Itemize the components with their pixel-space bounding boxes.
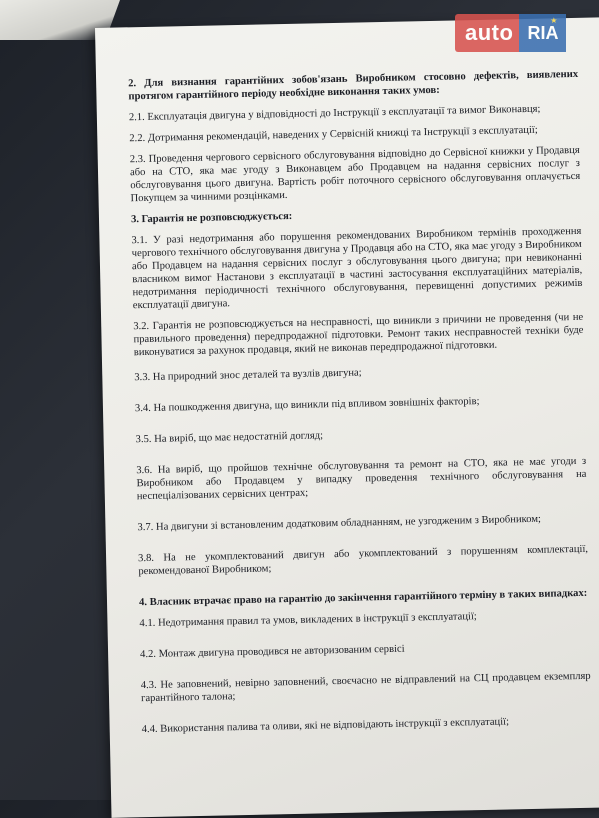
section-2-heading: 2. Для визнання гарантійних зобов'язань Виробником стосовно дефектів, виявлених протягом гарантійного періоду необхідне виконання таких умов: [128, 68, 579, 103]
clause-3-8: 3.8. На не укомплектований двигун або укомплектований з порушенням комплектації, рекомендованої Виробником; [138, 543, 589, 578]
clause-2-1: 2.1. Експлуатація двигуна у відповідності до Інструкції з експлуатації та вимог Виконавця; [128, 103, 541, 124]
clause-4-2: 4.2. Монтаж двигуна проводився не авторизованим сервісі [140, 643, 405, 661]
clause-3-7: 3.7. На двигуни зі встановленим додатковим обладнанням, не узгодженим з Виробником; [137, 513, 542, 534]
clause-3-1: 3.1. У разі недотримання або порушення рекомендованих Виробником термінів проходження чергового технічного обслуговування двигуна у Продавця або на СТО, яка має угоду з Виробником або Продавцем на надання сервісних послуг з обслуговування цього двигуна; при невиконанні власником вимог Настанови з експлуатації в частині застосування експлуатаційних матеріалів, недотримання періодичності технічного обслуговування, перевищенні допустимих режимів експлуатації двигуна. [131, 225, 583, 312]
clause-2-3: 2.3. Проведення чергового сервісного обслуговування відповідно до Сервісної книжки у Продавця або на СТО, яка має угоду з Виконавцем або Продавцем на надання сервісних послуг з обслуговування цього двигуна. Вартість робіт поточного сервісного обслуговування оплачується Покупцем за чинними розцінками. [129, 144, 581, 205]
clause-4-3: 4.3. Не заповнений, невірно заповнений, своєчасно не відправлений на СЦ продавцем екземпляр гарантійного талона; [140, 670, 591, 705]
watermark-ria-label: RIA [527, 23, 559, 43]
clause-4-4: 4.4. Використання палива та оливи, які не відповідають інструкції з експлуатації; [141, 716, 510, 736]
document-sheet [95, 17, 599, 817]
clause-2-2: 2.2. Дотримання рекомендацій, наведених у Сервісній книжці та Інструкції з експлуатації; [129, 124, 538, 145]
clause-4-1: 4.1. Недотримання правил та умов, викладених в інструкції з експлуатації; [139, 611, 477, 630]
clause-3-4: 3.4. На пошкодження двигуна, що виникли під впливом зовнішніх факторів; [134, 396, 480, 415]
clause-3-6: 3.6. На виріб, що пройшов технічне обслуговування та ремонт на СТО, яка не має угоди з Виробником або Продавцем у випадку проведення технічного обслуговування на неспеціалізованих сервісних центрах; [136, 455, 587, 503]
watermark-ria-text [519, 14, 566, 52]
clause-3-3: 3.3. На природний знос деталей та вузлів двигуна; [134, 367, 362, 384]
section-3-heading: 3. Гарантія не розповсюджується: [130, 210, 293, 226]
document-body [128, 68, 592, 744]
autoria-watermark-logo [455, 14, 587, 52]
watermark-star-icon: ★ [550, 16, 558, 25]
clause-3-5: 3.5. На виріб, що має недостатній догляд; [135, 430, 324, 446]
clause-3-2: 3.2. Гарантія не розповсюджується на несправності, що виникли з причини не проведення (чи не правильного проведення) передпродажної підготовки. Ремонт таких несправностей техніки буде виконуватися за рахунок продавця, який не виконав передпродажної підготовки. [133, 311, 584, 359]
section-4-heading: 4. Власник втрачає право на гарантію до закінчення гарантійного терміну в таких випадках: [138, 587, 588, 609]
watermark-auto-text: auto [455, 14, 519, 52]
